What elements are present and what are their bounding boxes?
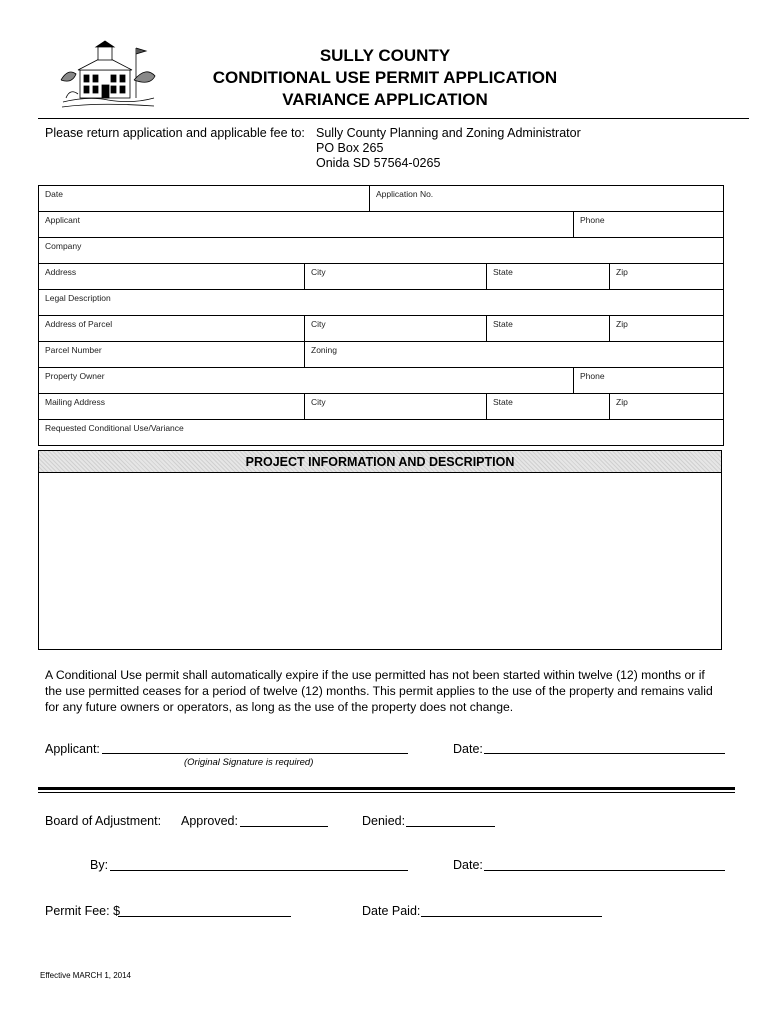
applicant-signature-line[interactable] bbox=[102, 753, 408, 754]
courthouse-logo-icon bbox=[58, 40, 158, 112]
property-owner-label: Property Owner bbox=[45, 371, 105, 381]
owner-phone-field[interactable] bbox=[573, 368, 723, 393]
city-label: City bbox=[311, 319, 326, 329]
board-date-line[interactable] bbox=[484, 870, 725, 871]
parcel-city-field[interactable] bbox=[304, 316, 486, 341]
phone-label: Phone bbox=[580, 371, 605, 381]
denied-label: Denied: bbox=[362, 814, 406, 828]
parcel-zip-field[interactable] bbox=[609, 316, 723, 341]
applicant-signature-label: Applicant: bbox=[45, 742, 100, 756]
date-label: Date bbox=[45, 189, 63, 199]
form-row-date bbox=[39, 186, 723, 212]
city-field[interactable] bbox=[304, 264, 486, 289]
state-label: State bbox=[493, 397, 513, 407]
date-field[interactable] bbox=[39, 186, 369, 211]
by-signature-line[interactable] bbox=[110, 870, 408, 871]
requested-use-label: Requested Conditional Use/Variance bbox=[45, 423, 184, 433]
state-label: State bbox=[493, 267, 513, 277]
company-field[interactable] bbox=[39, 238, 723, 263]
zip-label: Zip bbox=[616, 397, 628, 407]
form-row-requested-use bbox=[39, 420, 723, 446]
zoning-label: Zoning bbox=[311, 345, 337, 355]
project-description-field[interactable] bbox=[38, 473, 722, 650]
mailing-city-field[interactable] bbox=[304, 394, 486, 419]
zip-label: Zip bbox=[616, 267, 628, 277]
board-date-label: Date: bbox=[453, 858, 483, 872]
form-row-mailing bbox=[39, 394, 723, 420]
mailing-address-label: Mailing Address bbox=[45, 397, 106, 407]
by-label: By: bbox=[90, 858, 109, 872]
approved-line[interactable] bbox=[240, 826, 328, 827]
approved-label: Approved: bbox=[181, 814, 238, 828]
property-owner-field[interactable] bbox=[39, 368, 573, 393]
state-label: State bbox=[493, 319, 513, 329]
legal-description-label: Legal Description bbox=[45, 293, 111, 303]
legal-description-field[interactable] bbox=[39, 290, 723, 315]
return-line-1: Sully County Planning and Zoning Administrator bbox=[316, 126, 581, 140]
board-label: Board of Adjustment: bbox=[45, 814, 162, 828]
parcel-state-field[interactable] bbox=[486, 316, 609, 341]
return-line-3: Onida SD 57564-0265 bbox=[316, 156, 441, 170]
permit-fee-line[interactable] bbox=[118, 916, 291, 917]
parcel-number-label: Parcel Number bbox=[45, 345, 102, 355]
form-row-legal bbox=[39, 290, 723, 316]
header-rule bbox=[38, 118, 749, 119]
denied-line[interactable] bbox=[406, 826, 495, 827]
form-row-company bbox=[39, 238, 723, 264]
applicant-label: Applicant bbox=[45, 215, 80, 225]
applicant-date-label: Date: bbox=[453, 742, 483, 756]
phone-label: Phone bbox=[580, 215, 605, 225]
form-row-owner bbox=[39, 368, 723, 394]
address-label: Address bbox=[45, 267, 77, 277]
parcel-address-field[interactable] bbox=[39, 316, 304, 341]
parcel-address-label: Address of Parcel bbox=[45, 319, 113, 329]
city-label: City bbox=[311, 267, 326, 277]
application-no-field[interactable] bbox=[369, 186, 723, 211]
applicant-date-line[interactable] bbox=[484, 753, 725, 754]
applicant-phone-field[interactable] bbox=[573, 212, 723, 237]
date-paid-label: Date Paid: bbox=[362, 904, 421, 918]
signature-note: (Original Signature is required) bbox=[184, 757, 314, 768]
mailing-state-field[interactable] bbox=[486, 394, 609, 419]
effective-date-footer: Effective MARCH 1, 2014 bbox=[40, 971, 132, 980]
zip-label: Zip bbox=[616, 319, 628, 329]
parcel-number-field[interactable] bbox=[39, 342, 304, 367]
project-section-heading: PROJECT INFORMATION AND DESCRIPTION bbox=[38, 450, 722, 473]
city-label: City bbox=[311, 397, 326, 407]
state-field[interactable] bbox=[486, 264, 609, 289]
form-row-applicant bbox=[39, 212, 723, 238]
title-variance: VARIANCE APPLICATION bbox=[282, 90, 488, 109]
permit-fee-label: Permit Fee: $ bbox=[45, 904, 121, 918]
mailing-zip-field[interactable] bbox=[609, 394, 723, 419]
form-row-address bbox=[39, 264, 723, 290]
date-paid-line[interactable] bbox=[421, 916, 602, 917]
requested-use-field[interactable] bbox=[39, 420, 723, 445]
form-row-parcel-address bbox=[39, 316, 723, 342]
mailing-address-field[interactable] bbox=[39, 394, 304, 419]
expiration-notice: A Conditional Use permit shall automatically expire if the use permitted has not been started within twelve (12) months or if the use permitted ceases for a period of twelve (12) months. This permit applies to the use of the property and remains valid for any future owners or operators, as long as the use of the property does not change. bbox=[45, 668, 713, 714]
zoning-field[interactable] bbox=[304, 342, 723, 367]
title-county: SULLY COUNTY bbox=[319, 46, 451, 65]
return-line-2: PO Box 265 bbox=[316, 141, 384, 155]
address-field[interactable] bbox=[39, 264, 304, 289]
application-no-label: Application No. bbox=[376, 189, 434, 199]
applicant-field[interactable] bbox=[39, 212, 573, 237]
section-divider-thick bbox=[38, 787, 735, 790]
return-label: Please return application and applicable fee to: bbox=[45, 126, 305, 140]
section-divider-thin bbox=[38, 792, 735, 793]
zip-field[interactable] bbox=[609, 264, 723, 289]
title-permit: CONDITIONAL USE PERMIT APPLICATION bbox=[212, 68, 558, 87]
form-row-parcel-number bbox=[39, 342, 723, 368]
application-form-grid bbox=[38, 185, 724, 446]
company-label: Company bbox=[45, 241, 82, 251]
